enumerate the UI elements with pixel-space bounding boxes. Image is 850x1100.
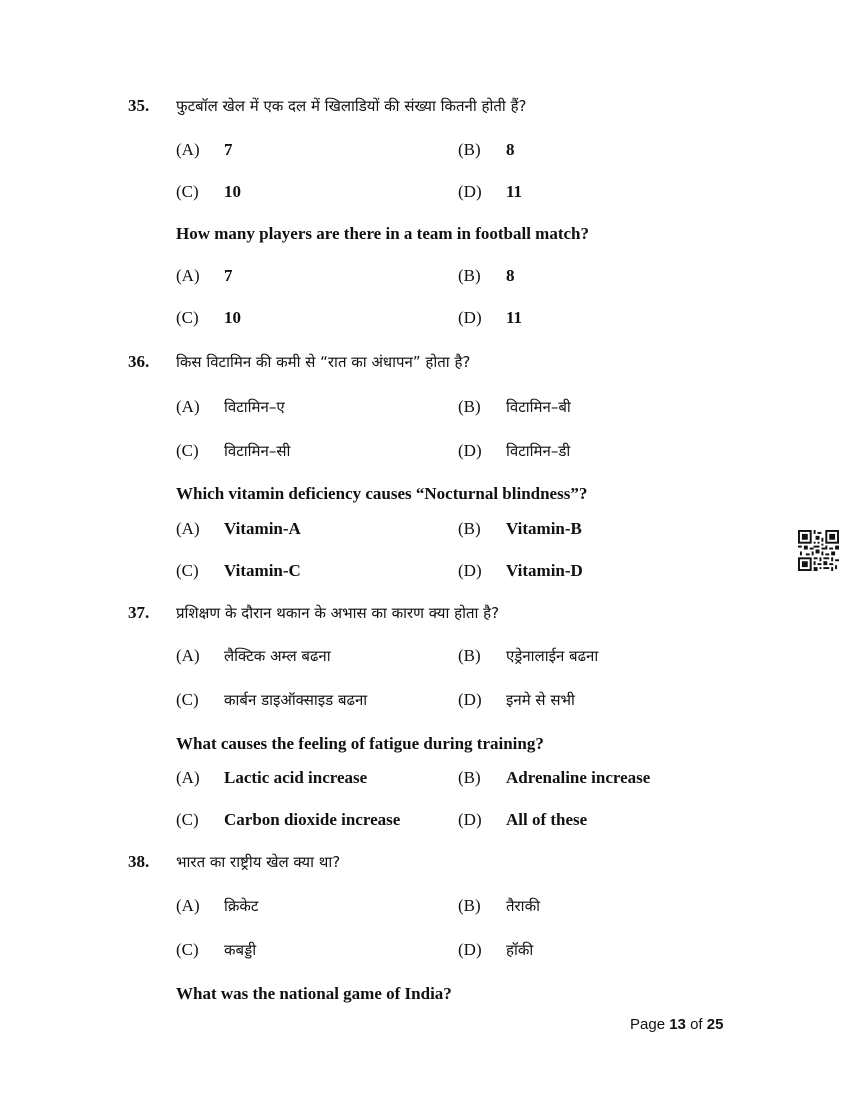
option-label: (B) xyxy=(458,646,481,665)
option-text: 8 xyxy=(506,266,515,285)
option-label: (B) xyxy=(458,266,481,285)
option-label: (C) xyxy=(176,561,199,580)
option-text: 11 xyxy=(506,308,523,327)
option-label: (C) xyxy=(176,182,199,201)
option-label: (A) xyxy=(176,140,200,159)
option-text: Carbon dioxide increase xyxy=(224,810,401,829)
option-text: 11 xyxy=(506,182,523,201)
option-label: (B) xyxy=(458,896,481,915)
question-english-text: How many players are there in a team in football match? xyxy=(176,224,589,243)
option-label: (C) xyxy=(176,810,199,829)
option-label: (D) xyxy=(458,940,482,959)
option-text: कबड्डी xyxy=(224,941,257,959)
option-text: कार्बन डाइऑक्साइड बढना xyxy=(224,691,368,709)
option-text: All of these xyxy=(506,810,588,829)
option-text: विटामिन–बी xyxy=(506,398,571,416)
option-text: 8 xyxy=(506,140,515,159)
option-text: विटामिन–सी xyxy=(224,442,291,460)
option-text: एड्रेनालाईन बढना xyxy=(506,647,599,665)
option-label: (A) xyxy=(176,896,200,915)
option-text: 10 xyxy=(224,308,241,327)
option-text: Vitamin-B xyxy=(506,519,582,538)
question-english-text: What was the national game of India? xyxy=(176,984,452,1003)
of-word: of xyxy=(690,1016,703,1033)
question-hindi-text: किस विटामिन की कमी से “रात का अंधापन” होता है? xyxy=(176,353,471,371)
option-text: विटामिन–डी xyxy=(506,442,571,460)
option-text: हॉकी xyxy=(506,941,534,959)
option-text: 7 xyxy=(224,266,233,285)
question-english-text: Which vitamin deficiency causes “Nocturnal blindness”? xyxy=(176,484,588,503)
qr-code-icon xyxy=(798,530,839,571)
option-label: (C) xyxy=(176,441,199,460)
current-page: 13 xyxy=(669,1016,686,1033)
question-hindi-text: भारत का राष्ट्रीय खेल क्या था? xyxy=(176,853,341,871)
option-text: तैराकी xyxy=(506,897,540,915)
option-label: (A) xyxy=(176,266,200,285)
option-label: (D) xyxy=(458,810,482,829)
option-text: लैक्टिक अम्ल बढना xyxy=(224,647,331,665)
option-label: (B) xyxy=(458,140,481,159)
page-number xyxy=(630,1016,723,1033)
option-text: 10 xyxy=(224,182,241,201)
option-text: विटामिन–ए xyxy=(224,398,285,416)
option-label: (B) xyxy=(458,768,481,787)
question-number: 38. xyxy=(128,852,150,871)
option-text: क्रिकेट xyxy=(224,897,259,915)
option-text: Vitamin-C xyxy=(224,561,301,580)
question-english-text: What causes the feeling of fatigue during training? xyxy=(176,734,544,753)
option-text: Vitamin-A xyxy=(224,519,301,538)
option-label: (A) xyxy=(176,646,200,665)
option-label: (D) xyxy=(458,308,482,327)
option-label: (D) xyxy=(458,561,482,580)
option-label: (A) xyxy=(176,397,200,416)
option-label: (D) xyxy=(458,690,482,709)
option-label: (D) xyxy=(458,441,482,460)
option-label: (B) xyxy=(458,397,481,416)
option-label: (C) xyxy=(176,940,199,959)
option-text: Vitamin-D xyxy=(506,561,583,580)
option-text: इनमे से सभी xyxy=(506,691,575,709)
question-number: 35. xyxy=(128,96,150,115)
question-hindi-text: प्रशिक्षण के दौरान थकान के अभास का कारण क्या होता है? xyxy=(176,604,500,622)
option-text: 7 xyxy=(224,140,233,159)
option-text: Adrenaline increase xyxy=(506,768,651,787)
option-label: (B) xyxy=(458,519,481,538)
option-label: (C) xyxy=(176,308,199,327)
option-label: (D) xyxy=(458,182,482,201)
option-label: (C) xyxy=(176,690,199,709)
option-label: (A) xyxy=(176,519,200,538)
option-label: (A) xyxy=(176,768,200,787)
question-number: 36. xyxy=(128,352,150,371)
page-word: Page xyxy=(630,1016,666,1033)
question-hindi-text: फुटबॉल खेल में एक दल में खिलाडियों की संख्या कितनी होती हैं? xyxy=(176,97,527,115)
option-text: Lactic acid increase xyxy=(224,768,368,787)
total-pages: 25 xyxy=(706,1016,724,1033)
question-number: 37. xyxy=(128,603,150,622)
